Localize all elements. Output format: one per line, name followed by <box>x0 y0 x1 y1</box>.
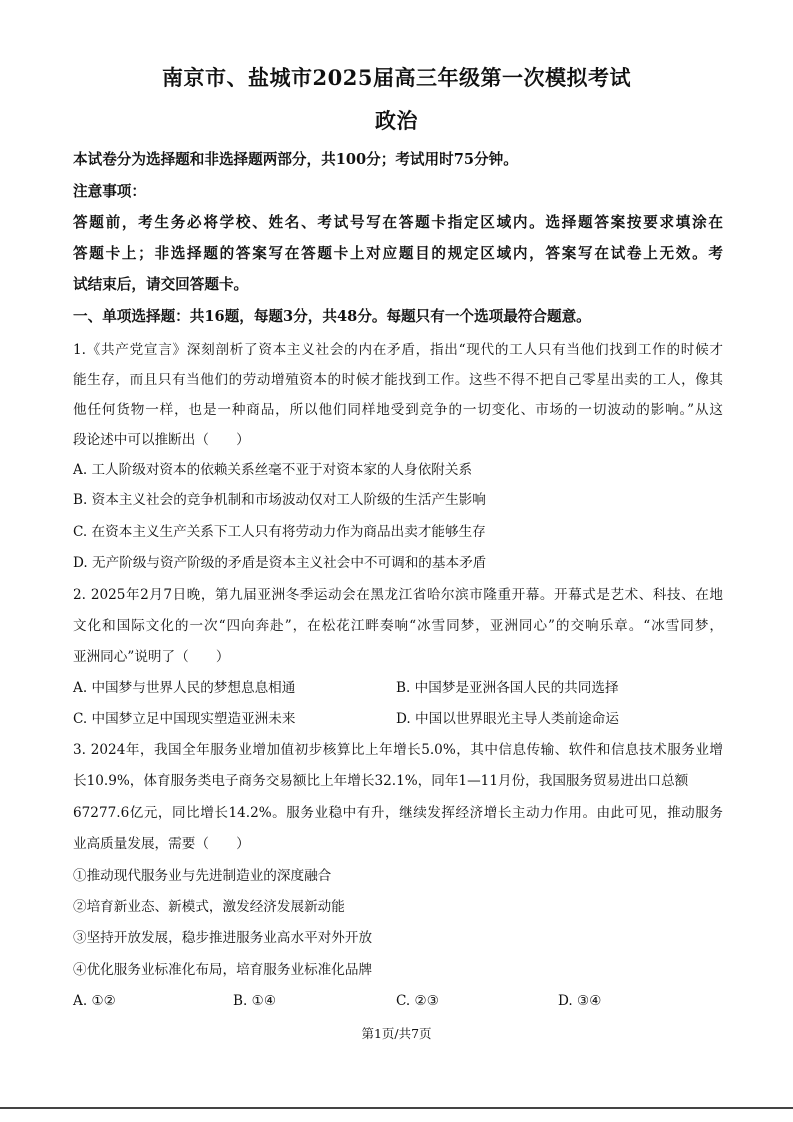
q3-stem-line-4: 业高质量发展，需要（ ） <box>73 836 250 852</box>
q1-option-b: B. 资本主义社会的竞争机制和市场波动仅对工人阶级的生活产生影响 <box>73 492 486 508</box>
q3-statement-2: ②培育新业态、新模式，激发经济发展新动能 <box>73 899 345 915</box>
q2-stem-line-2: 文化和国际文化的一次“四向奔赴”，在松花江畔奏响“冰雪同梦，亚洲同心”的交响乐章。“冰雪同梦， <box>73 618 723 634</box>
subject-title: 政治 <box>375 108 418 133</box>
bottom-divider <box>0 1107 793 1109</box>
q2-stem-line-3: 亚洲同心”说明了（ ） <box>73 649 230 665</box>
q1-stem-line-2: 能生存，而且只有当他们的劳动增殖资本的时候才能找到工作。这些不得不把自己零星出卖的工人，像其 <box>73 372 723 388</box>
notice-line-2: 答题卡上；非选择题的答案写在答题卡上对应题目的规定区域内，答案写在试卷上无效。考 <box>73 245 723 262</box>
notice-line-3: 试结束后，请交回答题卡。 <box>73 276 249 293</box>
q1-option-a: A. 工人阶级对资本的依赖关系丝毫不亚于对资本家的人身依附关系 <box>73 462 473 478</box>
notice-heading: 注意事项： <box>73 183 146 200</box>
q3-stem-line-2: 长10.9%，体育服务类电子商务交易额比上年增长32.1%，同年1—11月份，我国服务贸易进出口总额 <box>73 773 689 789</box>
section-heading: 一、单项选择题：共16题，每题3分，共48分。每题只有一个选项最符合题意。 <box>73 308 591 325</box>
q3-stem-line-3: 67277.6亿元，同比增长14.2%。服务业稳中有升，继续发挥经济增长主动力作用。由此可见，推动服务 <box>73 805 723 821</box>
q1-stem-line-3: 他任何货物一样，也是一种商品，所以他们同样地受到竞争的一切变化、市场的一切波动的影响。”从这 <box>73 402 723 418</box>
notice-line-1: 答题前，考生务必将学校、姓名、考试号写在答题卡指定区域内。选择题答案按要求填涂在 <box>73 214 723 231</box>
exam-title: 南京市、盐城市2025届高三年级第一次模拟考试 <box>162 65 631 90</box>
q2-option-a: A. 中国梦与世界人民的梦想息息相通 <box>73 680 296 696</box>
q3-stem-line-1: 3. 2024年，我国全年服务业增加值初步核算比上年增长5.0%，其中信息传输、软件和信息技术服务业增 <box>73 742 723 758</box>
page-number: 第1页/共7页 <box>361 1026 432 1041</box>
q2-stem-line-1: 2. 2025年2月7日晚，第九届亚洲冬季运动会在黑龙江省哈尔滨市隆重开幕。开幕式是艺术、科技、在地 <box>73 587 723 603</box>
q3-option-a: A. ①② <box>73 993 116 1009</box>
q1-option-c: C. 在资本主义生产关系下工人只有将劳动力作为商品出卖才能够生存 <box>73 524 486 540</box>
q2-option-d: D. 中国以世界眼光主导人类前途命运 <box>396 711 619 727</box>
q3-option-b: B. ①④ <box>233 993 277 1009</box>
q2-option-c: C. 中国梦立足中国现实塑造亚洲未来 <box>73 711 296 727</box>
q3-option-c: C. ②③ <box>396 993 439 1009</box>
q3-option-d: D. ③④ <box>558 993 602 1009</box>
q3-statement-3: ③坚持开放发展，稳步推进服务业高水平对外开放 <box>73 930 373 946</box>
q1-option-d: D. 无产阶级与资产阶级的矛盾是资本主义社会中不可调和的基本矛盾 <box>73 555 487 571</box>
q1-stem-line-4: 段论述中可以推断出（ ） <box>73 432 250 448</box>
q3-statement-1: ①推动现代服务业与先进制造业的深度融合 <box>73 868 332 884</box>
exam-info: 本试卷分为选择题和非选择题两部分，共100分；考试用时75分钟。 <box>73 151 518 168</box>
q3-statement-4: ④优化服务业标准化布局，培育服务业标准化品牌 <box>73 962 373 978</box>
q1-stem-line-1: 1.《共产党宣言》深刻剖析了资本主义社会的内在矛盾，指出“现代的工人只有当他们找到工作的时候才 <box>73 342 723 358</box>
q2-option-b: B. 中国梦是亚洲各国人民的共同选择 <box>396 680 619 696</box>
